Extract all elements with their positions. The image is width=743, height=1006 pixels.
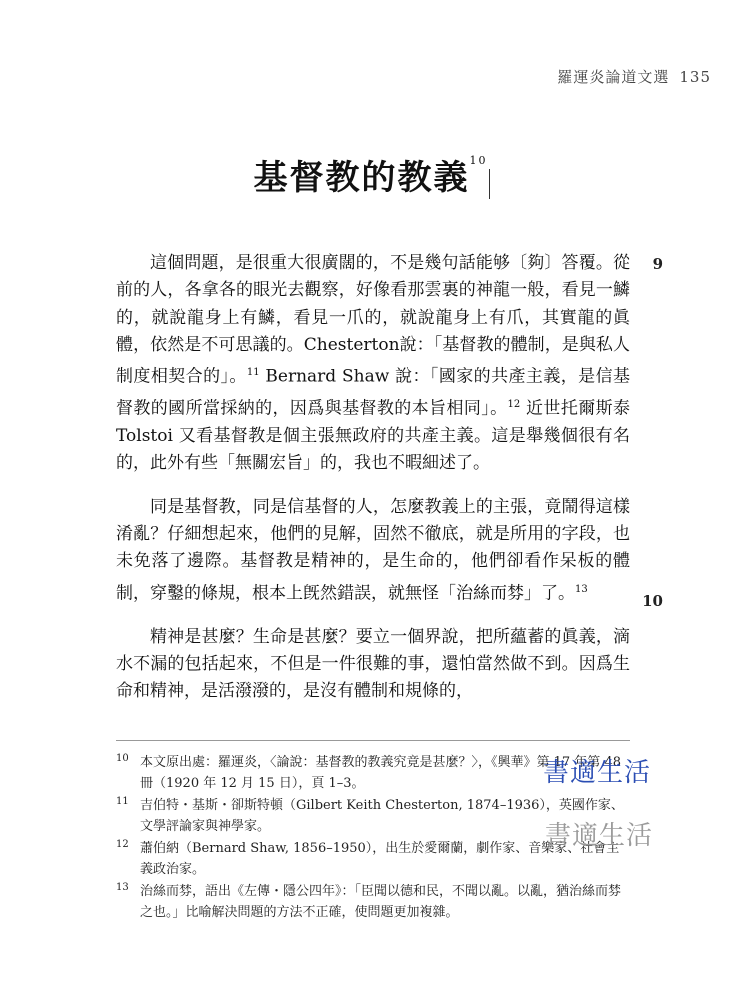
- footnote-ref[interactable]: 13: [575, 583, 588, 595]
- footnote-text: 吉伯特・基斯・卻斯特頓（Gilbert Keith Chesterton, 1874–1936），英國作家、文學評論家與神學家。: [140, 798, 624, 834]
- body-text: [116, 250, 630, 721]
- footnote-rule: [116, 740, 630, 741]
- title-footnote-ref[interactable]: 10: [469, 154, 488, 167]
- watermark-primary: 書適生活: [543, 758, 652, 788]
- paragraph: [116, 624, 630, 706]
- footnote-ref[interactable]: 12: [507, 399, 521, 411]
- footnote-number: 13: [116, 882, 129, 893]
- paragraph-text: Bernard Shaw 說：「國家的共產主義，是信基督教的國所當採納的，因爲與基督教的本旨相同」。: [116, 366, 631, 419]
- watermark-secondary: 書適生活: [545, 821, 654, 851]
- paragraph-text: 近世托爾斯泰 Tolstoi 又看基督教是個主張無政府的共產主義。這是舉幾個很有名的，此外有些「無關宏旨」的，我也不暇細述了。: [116, 398, 631, 474]
- paragraph: [116, 250, 630, 478]
- paragraph-text: 同是基督教，同是信基督的人，怎麼教義上的主張，竟鬧得這樣淆亂？仔細想起來，他們的見解，固然不徹底，就是所用的字段，也未免落了邊際。基督教是精神的，是生命的，他們卻看作呆板的體制，穿鑿的條規，根本上旣然錯誤，就無怪「治絲而棼」了。: [116, 496, 630, 604]
- margin-number-10: 10: [642, 592, 663, 610]
- footnote-number: 12: [116, 839, 129, 850]
- running-head: [557, 66, 711, 87]
- paragraph-text: 精神是甚麼？生命是甚麼？要立一個界說，把所蘊蓄的眞義，滴水不漏的包括起來，不但是一件很難的事，還怕當然做不到。因爲生命和精神，是活潑潑的，是沒有體制和規條的，: [116, 626, 630, 702]
- chapter-title: [0, 150, 743, 199]
- footnote-number: 10: [116, 753, 129, 764]
- paragraph-text: 這個問題，是很重大很廣闊的，不是幾句話能够〔夠〕答覆。從前的人，各拿各的眼光去觀察，好像看那雲裏的神龍一般，看見一鱗的，就說龍身上有鱗，看見一爪的，就說龍身上有爪，其實龍的眞體，依然是不可思議的。Chesterton說：「基督教的體制，是與私人制度相契合的」。: [116, 253, 630, 387]
- footnote-ref[interactable]: 11: [246, 367, 260, 379]
- footnote-text: 蕭伯納（Bernard Shaw, 1856–1950），出生於愛爾蘭，劇作家、音樂家、社會主義政治家。: [140, 841, 620, 877]
- footnote-text: 治絲而棼，語出《左傳・隱公四年》：「臣聞以德和民，不聞以亂。以亂，猶治絲而棼之也。」比喻解決問題的方法不正確，使問題更加複雜。: [140, 884, 622, 920]
- book-title: 羅運炎論道文選: [557, 68, 670, 86]
- footnote: [116, 881, 630, 923]
- chapter-title-text: 基督教的教義: [253, 158, 470, 198]
- margin-number-9: 9: [652, 255, 663, 273]
- title-bar: [489, 169, 490, 199]
- paragraph: [116, 494, 630, 608]
- footnote-text: 本文原出處：羅運炎，〈論說：基督教的教義究竟是甚麼？〉，《興華》第 17 年第 48 冊（1920 年 12 月 15 日），頁 1–3。: [140, 755, 621, 791]
- footnote-number: 11: [116, 796, 129, 807]
- page-number: 135: [679, 68, 711, 86]
